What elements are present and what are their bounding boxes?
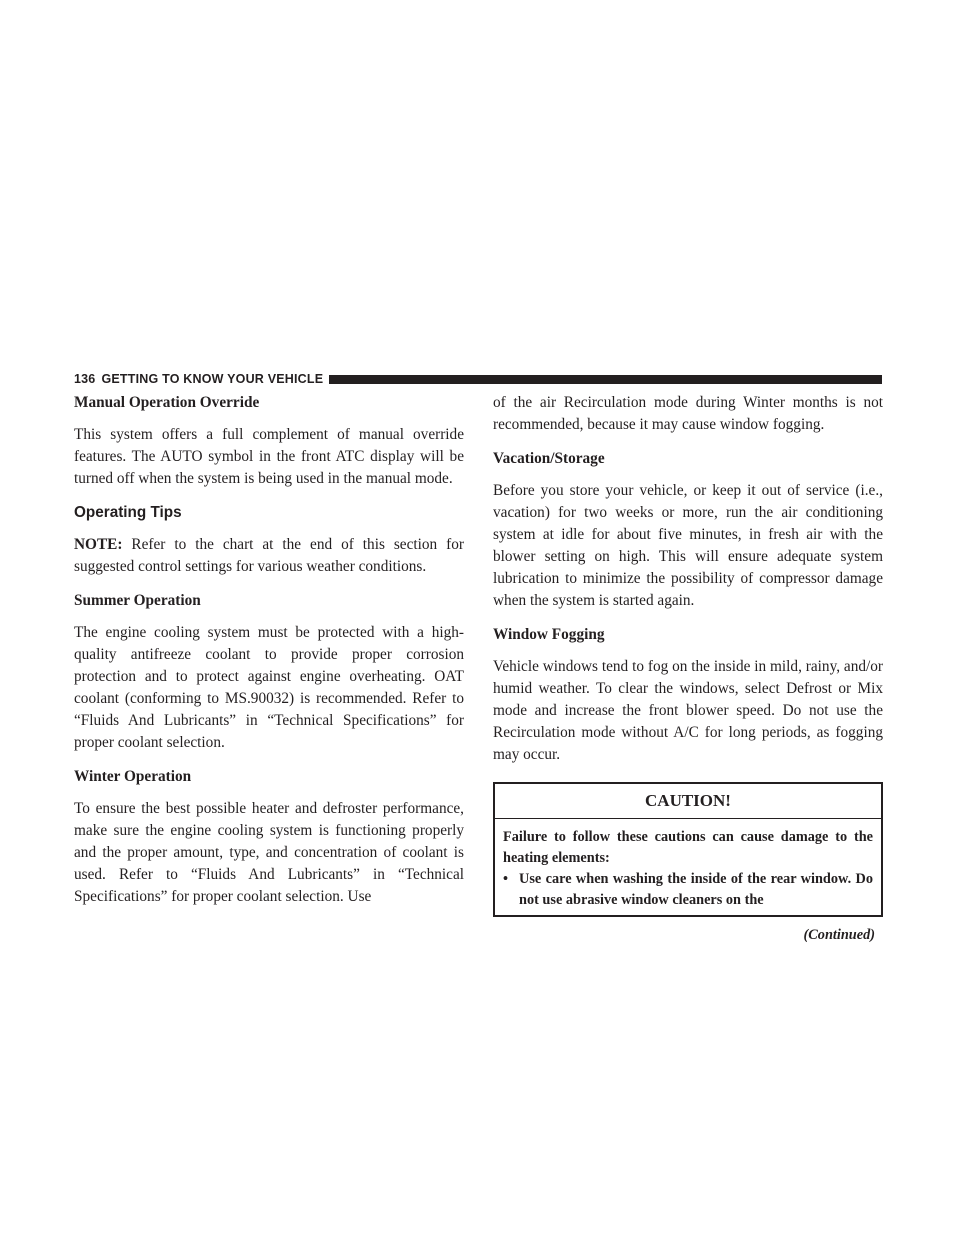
section-title: GETTING TO KNOW YOUR VEHICLE — [101, 372, 324, 386]
caution-intro: Failure to follow these cautions can cause damage to the heating elements: — [503, 829, 873, 866]
caution-box — [493, 782, 883, 917]
heading-summer-operation: Summer Operation — [74, 592, 201, 609]
note-text: Refer to the chart at the end of this section for suggested control settings for various weather conditions. — [74, 536, 464, 575]
note-label: NOTE: — [74, 536, 123, 553]
paragraph-winter-continued: of the air Recirculation mode during Winter months is not recommended, because it may cause window fogging. — [493, 394, 883, 433]
paragraph-vacation-storage: Before you store your vehicle, or keep it out of service (i.e., vacation) for two weeks or more, run the air conditioning system at idle for about five minutes, in fresh air with the blower setting on high. This will ensure adequate system lubrication to minimize the possibility of compressor damage when the system is started again. — [493, 482, 883, 609]
caution-body — [495, 819, 881, 915]
header-rule — [329, 375, 882, 384]
heading-vacation-storage: Vacation/Storage — [493, 450, 605, 467]
page-header — [74, 371, 882, 387]
heading-operating-tips: Operating Tips — [74, 504, 182, 521]
heading-winter-operation: Winter Operation — [74, 768, 192, 785]
heading-manual-operation-override: Manual Operation Override — [74, 394, 260, 411]
paragraph-note — [74, 534, 464, 578]
bullet-icon: • — [503, 871, 509, 887]
right-column — [493, 392, 883, 945]
caution-title: CAUTION! — [495, 784, 881, 819]
paragraph-window-fogging: Vehicle windows tend to fog on the inside in mild, rainy, and/or humid weather. To clear the windows, select Defrost or Mix mode and increase the front blower speed. Do not use the Recirculation mode without A/C for long periods, as fogging may occur. — [493, 658, 883, 763]
caution-item-text: Use care when washing the inside of the rear window. Do not use abrasive window cleaners on the — [519, 871, 873, 908]
paragraph-winter-operation: To ensure the best possible heater and defroster performance, make sure the engine cooling system is functioning properly and the proper amount, type, and concentration of coolant is used. Refer to “Fluids And Lubricants” in “Technical Specifications” for proper coolant selection. Use — [74, 800, 464, 905]
caution-list-item — [503, 869, 873, 911]
paragraph-manual-override: This system offers a full complement of manual override features. The AUTO symbol in the front ATC display will be turned off when the system is being used in the manual mode. — [74, 426, 464, 487]
left-column — [74, 392, 464, 908]
paragraph-summer-operation: The engine cooling system must be protected with a high-quality antifreeze coolant to provide proper corrosion protection and to protect against engine overheating. OAT coolant (conforming to MS.90032) is recommended. Refer to “Fluids And Lubricants” in “Technical Specifications” for proper coolant selection. — [74, 624, 464, 751]
page-number: 136 — [74, 372, 96, 386]
continued-label: (Continued) — [803, 927, 875, 943]
heading-window-fogging: Window Fogging — [493, 626, 605, 643]
